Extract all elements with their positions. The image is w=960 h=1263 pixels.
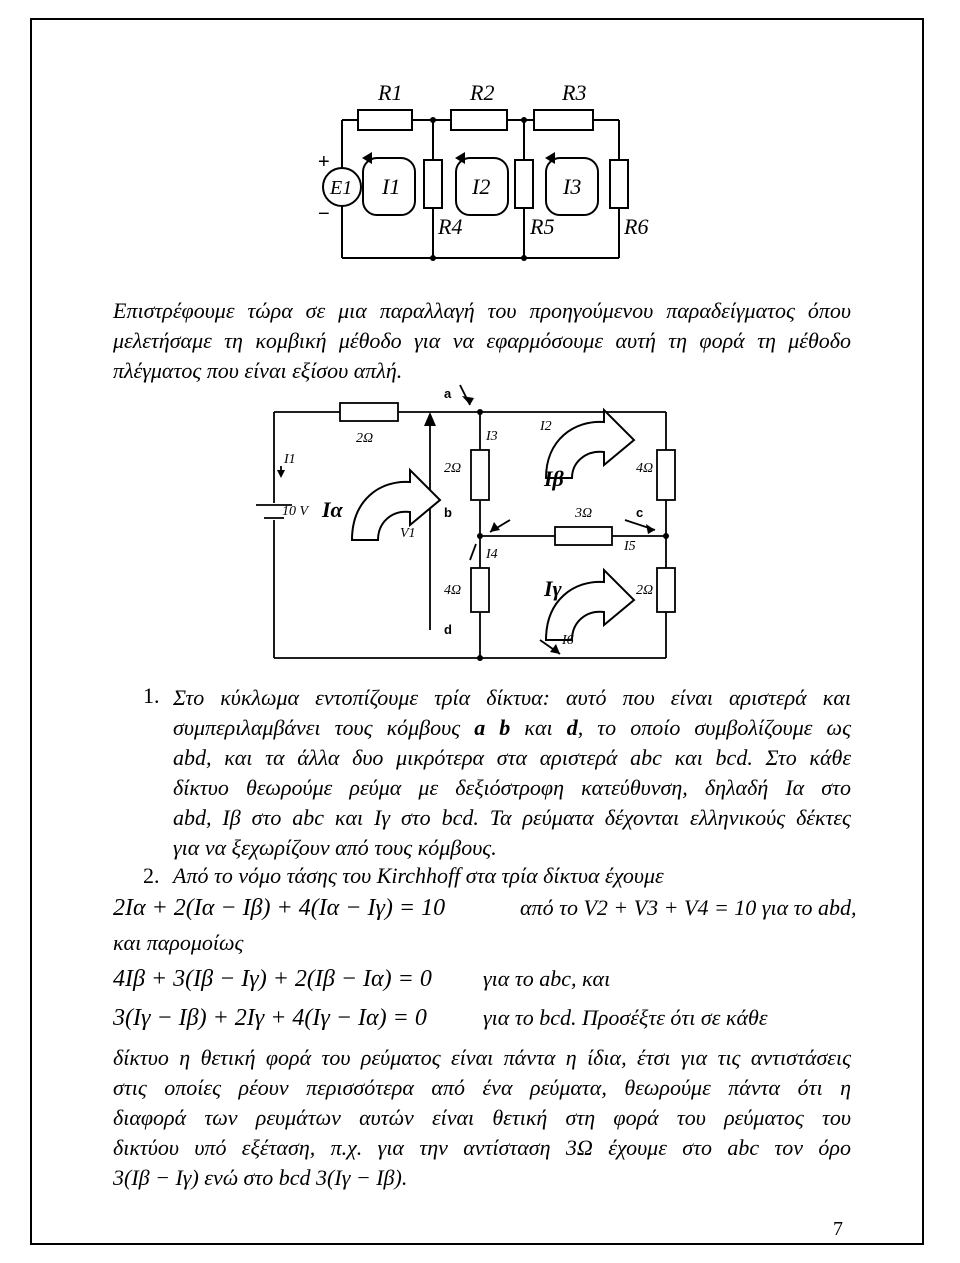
equation-1: 2Iα + 2(Iα − Iβ) + 4(Iα − Iγ) = 10 (113, 895, 446, 921)
label-i2: I2 (472, 174, 491, 199)
loop-alpha: Iα (322, 497, 343, 522)
item1-line1: Στο κύκλωμα εντοπίζουμε τρία δίκτυα: αυτό που είναι αριστερά και (173, 685, 851, 710)
intro-line-2: μελετήσαμε τη κομβική μέθοδο για να εφαρμόσουμε αυτή τη φορά τη μέθοδο (113, 328, 851, 353)
item2-number: 2. (143, 863, 160, 888)
item2-p4: δικτύου υπό εξέταση, π.χ. για την αντίσταση 3Ω έχουμε στο abc τον όρο (113, 1135, 851, 1160)
intro-line-3: πλέγματος που είναι εξίσου απλή. (113, 358, 403, 383)
item2-p1: δίκτυο η θετική φορά του ρεύματος είναι πάντα η ίδια, έτσι για τις αντιστάσεις (113, 1045, 851, 1070)
minus-sign: − (318, 203, 330, 225)
label-r5: R5 (530, 214, 555, 239)
fig2-source: 10 V (282, 504, 309, 519)
fig2-i2: I2 (540, 419, 552, 434)
fig2-v1: V1 (400, 526, 416, 541)
label-r6: R6 (624, 214, 649, 239)
fig2-i1: I1 (284, 452, 296, 467)
fig2-r-ac: 4Ω (636, 461, 654, 476)
fig2-i5: I5 (624, 539, 636, 554)
node-b: b (444, 505, 452, 520)
fig2-r-bd: 4Ω (444, 583, 462, 598)
node-a: a (444, 386, 452, 401)
item2-p2: στις οποίες ρέουν περισσότερα από ένα ρεύματα, θεωρούμε πάντα ότι η (113, 1075, 851, 1100)
fig2-i4: I4 (486, 547, 498, 562)
label-r4: R4 (438, 214, 463, 239)
fig2-r-bc: 3Ω (575, 506, 593, 521)
label-r3: R3 (562, 80, 587, 105)
item1-line4: δίκτυο θεωρούμε ρεύμα με δεξιόστροφη κατεύθυνση, δηλαδή Iα στο (173, 775, 851, 800)
node-c: c (636, 505, 644, 520)
fig2-r-top: 2Ω (356, 431, 374, 446)
item2-p3: διαφορά των ρευμάτων αυτών είναι θετική στη φορά του ρεύματος του (113, 1105, 851, 1130)
label-r2: R2 (470, 80, 495, 105)
equation-1-text: από το V2 + V3 + V4 = 10 για το abd, (520, 895, 857, 920)
label-i3: I3 (563, 174, 582, 199)
loop-gamma: Iγ (544, 576, 562, 601)
intro-line-1: Επιστρέφουμε τώρα σε μια παραλλαγή του προηγούμενου παραδείγματος όπου (113, 298, 851, 323)
label-i1: I1 (382, 174, 401, 199)
fig2-i6: I6 (562, 633, 574, 648)
item1-line3: abd, και τα άλλα δυο μικρότερα στα αριστερά abc και bcd. Στο κάθε (173, 745, 851, 770)
equation-3: 3(Iγ − Iβ) + 2Iγ + 4(Iγ − Iα) = 0 (113, 1005, 427, 1031)
equation-2: 4Iβ + 3(Iβ − Iγ) + 2(Iβ − Iα) = 0 (113, 966, 432, 992)
loop-beta: Iβ (544, 466, 564, 491)
similarly-text: και παρομοίως (113, 930, 244, 955)
item1-number: 1. (143, 683, 160, 708)
label-r1: R1 (378, 80, 403, 105)
item1-line6: για να ξεχωρίζουν από τους κόμβους. (173, 835, 497, 860)
page-number: 7 (833, 1218, 843, 1240)
node-d: d (444, 622, 452, 637)
fig2-r-cd: 2Ω (636, 583, 654, 598)
item2-line1: Από το νόμο τάσης του Kirchhoff στα τρία δίκτυα έχουμε (173, 863, 664, 888)
fig2-r-ab: 2Ω (444, 461, 462, 476)
plus-sign: + (318, 151, 330, 173)
label-e1: E1 (330, 177, 353, 199)
fig2-i3: I3 (486, 429, 498, 444)
item1-line2: συμπεριλαμβάνει τους κόμβους a b και d, το οποίο συμβολίζουμε ως (173, 715, 851, 740)
equation-3-text: για το bcd. Προσέξτε ότι σε κάθε (483, 1005, 768, 1030)
item2-p5: 3(Iβ − Iγ) ενώ στο bcd 3(Iγ − Iβ). (113, 1165, 408, 1190)
item1-line5: abd, Iβ στο abc και Iγ στο bcd. Τα ρεύματα δέχονται ελληνικούς δέκτες (173, 805, 851, 830)
equation-2-text: για το abc, και (483, 966, 611, 991)
